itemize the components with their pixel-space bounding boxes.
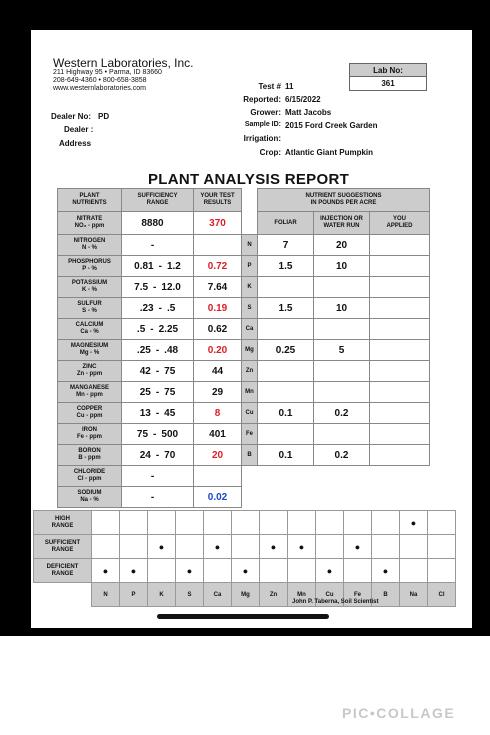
nutrient-unit: Zn - ppm [76,371,103,377]
range-column-label: S [176,583,204,607]
nutrient-label: NITROGEN [73,238,106,244]
range-column-label: Cl [428,583,456,607]
range-cell-K [148,559,176,583]
range-dash: - [153,281,157,293]
range-cell-Cu [316,535,344,559]
test-result: 7.64 [194,277,242,298]
range-low: 25 [139,386,151,398]
nutrient-label: SODIUM [77,490,102,496]
field-label: Irrigation: [243,134,281,143]
range-cell-B [372,559,400,583]
injection-value: 0.2 [314,403,370,424]
test-result [194,466,242,487]
nutrient-symbol: B [242,445,258,466]
nutrient-symbol: P [242,256,258,277]
report-title: PLANT ANALYSIS REPORT [148,171,350,188]
range-low: 0.81 [134,260,154,272]
nutrient-name [58,445,122,466]
applied-value [370,235,430,256]
range-cell-N [92,559,120,583]
sufficiency-range [122,298,194,319]
range-high: 1.2 [166,260,181,272]
injection-value: 10 [314,256,370,277]
range-column-label: Mg [232,583,260,607]
range-column-label: Zn [260,583,288,607]
table-row [58,298,430,319]
sufficiency-range [122,340,194,361]
range-low: .5 [136,323,146,335]
test-result: 0.72 [194,256,242,277]
level-dot: ● [102,565,109,576]
range-high: .48 [164,344,179,356]
nutrient-unit: S - % [82,308,97,314]
nutrient-unit: P - % [82,266,97,272]
nutrient-symbol: Zn [242,361,258,382]
nutrient-unit: Na - % [80,497,99,503]
sufficiency-range [122,277,194,298]
nutrient-label: NITRATE [76,216,103,222]
range-cell-N [92,511,120,535]
range-dash: - [150,323,154,335]
nutrient-unit: Ca - % [80,329,99,335]
nutrient-name [58,466,122,487]
range-cell-S [176,535,204,559]
nutrient-name [58,424,122,445]
field-value: 6/15/2022 [285,95,321,104]
nutrient-label: COPPER [76,406,103,412]
field-value: 2015 Ford Creek Garden [285,121,378,130]
test-result: 0.19 [194,298,242,319]
sufficiency-range [122,487,194,508]
test-result: 44 [194,361,242,382]
range-cell-Mg [232,559,260,583]
address-label: Address [59,139,92,148]
range-column-label: Mn [288,583,316,607]
test-results-header: YOUR TEST RESULTS [194,189,242,212]
range-high: 500 [161,428,179,440]
range-cell-Mg [232,535,260,559]
range-column-label: N [92,583,120,607]
foliar-value [258,382,314,403]
foliar-value: 1.5 [258,298,314,319]
range-low: 24 [139,449,151,461]
applied-value [370,256,430,277]
table-row [58,277,430,298]
range-high: 12.0 [161,281,181,293]
applied-value [370,424,430,445]
lab-phone: 208-649-4360 • 800-658-3858 [53,77,147,84]
range-row-deficient [34,559,456,583]
sufficiency-range [122,445,194,466]
applied-value [370,277,430,298]
range-dash: - [155,449,160,461]
applied-value [370,382,430,403]
nutrient-name [58,256,122,277]
range-column-label: K [148,583,176,607]
range-cell-P [120,535,148,559]
nutrient-symbol: Fe [242,424,258,445]
range-dash: - [158,302,162,314]
nutrient-label: PHOSPHORUS [68,259,111,265]
range-column-label: Cu [316,583,344,607]
nutrient-unit: Fe - ppm [77,434,102,440]
range-cell-Ca [204,511,232,535]
sufficiency-range [122,466,194,487]
nutrient-name [58,319,122,340]
foliar-value: 0.1 [258,445,314,466]
black-border-left [0,0,31,636]
range-row-label: HIGH RANGE [34,511,92,535]
nutrient-unit: N - % [82,245,97,251]
range-dash: - [158,260,162,272]
range-column-label: Fe [344,583,372,607]
black-border-bottom [0,628,490,636]
range-low: 7.5 [134,281,149,293]
sufficiency-range [122,319,194,340]
table-row [58,319,430,340]
foliar-value [258,319,314,340]
range-cell-B [372,535,400,559]
range-cell-Na [400,559,428,583]
foliar-header: FOLIAR [258,212,314,235]
nutrient-unit: K - % [82,287,97,293]
nutrient-symbol: K [242,277,258,298]
range-row-label: DEFICIENT RANGE [34,559,92,583]
nutrient-name [58,487,122,508]
range-cell-S [176,511,204,535]
sufficiency-range [122,235,194,256]
field-label: Grower: [250,108,281,117]
nutrient-label: IRON [82,427,97,433]
range-row-high [34,511,456,535]
range-high: 75 [164,386,176,398]
injection-value [314,277,370,298]
table-row [58,487,430,508]
nutrient-label: MAGNESIUM [70,343,109,349]
nutrient-label: CHLORIDE [73,469,106,475]
nutrient-unit: Mn - ppm [76,392,103,398]
nutrient-unit: B - ppm [78,455,101,461]
injection-value: 10 [314,298,370,319]
foliar-value: 7 [258,235,314,256]
range-cell-Fe [344,559,372,583]
sufficiency-range [122,256,194,277]
range-cell-Fe [344,511,372,535]
injection-value [314,382,370,403]
nutrient-label: ZINC [82,364,97,370]
test-result: 8 [194,403,242,424]
sufficiency-range [122,212,194,235]
applied-value [370,445,430,466]
nutrient-unit: NO₃ - ppm [74,223,105,229]
lab-number-label: Lab No: [350,64,426,77]
level-dot: ● [214,541,221,552]
nutrient-symbol: S [242,298,258,319]
nutrient-symbol: Mn [242,382,258,403]
range-cell-S [176,559,204,583]
nutrient-label: POTASSIUM [71,280,108,286]
foliar-value [258,424,314,445]
range-dash: - [155,407,160,419]
range-cell-K [148,511,176,535]
test-result: 0.02 [194,487,242,508]
range-column-labels [34,583,456,607]
level-dot: ● [354,541,361,552]
level-dot: ● [186,565,193,576]
table-row [58,445,430,466]
range-cell-Zn [260,535,288,559]
injection-value: 5 [314,340,370,361]
range-cell-N [92,535,120,559]
nutrient-label: SULFUR [77,301,102,307]
foliar-value: 1.5 [258,256,314,277]
sufficiency-range-header: SUFFICIENCY RANGE [122,189,194,212]
range-column-label: P [120,583,148,607]
field-label: Sample ID: [244,121,281,128]
table-row [58,466,430,487]
range-dash: - [155,344,160,356]
range-cell-Mn [288,535,316,559]
nutrient-name [58,361,122,382]
nutrient-name [58,340,122,361]
range-column-label: Na [400,583,428,607]
table-row [58,361,430,382]
scrollbar[interactable] [157,614,329,619]
field-label: Test # [258,82,281,91]
test-result: 370 [194,212,242,235]
range-chart [33,510,456,607]
range-high: .5 [166,302,176,314]
nutrient-symbol: Ca [242,319,258,340]
table-row [58,424,430,445]
injection-value [314,319,370,340]
table-row [58,403,430,424]
nutrient-suggestions-header: NUTRIENT SUGGESTIONS IN POUNDS PER ACRE [258,189,430,212]
table-row [58,212,430,235]
range-dash: - [155,365,160,377]
injection-value [314,424,370,445]
level-dot: ● [130,565,137,576]
field-value: 11 [285,82,294,91]
table-row [58,382,430,403]
applied-value [370,403,430,424]
foliar-value [258,277,314,298]
test-result: 0.20 [194,340,242,361]
nutrient-symbol: Cu [242,403,258,424]
level-dot: ● [158,541,165,552]
lab-number-box [349,63,427,91]
test-result [194,235,242,256]
field-label: Crop: [259,148,281,157]
injection-value: 0.2 [314,445,370,466]
nutrient-label: BORON [78,448,101,454]
nutrient-label: MANGANESE [69,385,109,391]
range-dash: - [155,386,160,398]
nutrient-symbol: Mg [242,340,258,361]
plant-nutrients-header: PLANT NUTRIENTS [58,189,122,212]
test-result: 29 [194,382,242,403]
foliar-value [258,361,314,382]
range-low: .25 [136,344,151,356]
range-cell-Cl [428,511,456,535]
range-cell-Fe [344,535,372,559]
table-row [58,235,430,256]
range-low: - [150,491,155,503]
range-cell-Cu [316,559,344,583]
range-cell-Na [400,511,428,535]
range-low: - [150,239,155,251]
range-cell-K [148,535,176,559]
range-column-label: B [372,583,400,607]
range-low: 8880 [141,217,164,229]
range-cell-Cl [428,535,456,559]
field-value: Atlantic Giant Pumpkin [285,148,374,157]
sufficiency-range [122,424,194,445]
nutrient-unit: Cl - ppm [77,476,102,482]
signature-line: John P. Taberna, Soil Scientist [292,599,379,605]
range-cell-Mn [288,511,316,535]
level-dot: ● [242,565,249,576]
injection-value: 20 [314,235,370,256]
nutrient-name [58,235,122,256]
nutrient-name [58,403,122,424]
lab-name: Western Laboratories, Inc. [53,56,194,70]
lab-number-value: 361 [381,79,395,88]
range-low: - [150,470,155,482]
test-result: 20 [194,445,242,466]
test-result: 401 [194,424,242,445]
nutrient-name [58,212,122,235]
foliar-value: 0.25 [258,340,314,361]
injection-value [314,361,370,382]
range-cell-Cu [316,511,344,535]
range-cell-Mg [232,511,260,535]
nutrient-unit: Cu - ppm [76,413,103,419]
sufficiency-range [122,403,194,424]
lab-address: 211 Highway 95 • Parma, ID 83660 [53,69,162,76]
range-cell-Na [400,535,428,559]
applied-value [370,340,430,361]
range-low: 42 [139,365,151,377]
nutrient-symbol: N [242,235,258,256]
black-border-top [0,0,490,30]
range-cell-P [120,559,148,583]
level-dot: ● [298,541,305,552]
range-low: .23 [139,302,154,314]
applied-header: YOU APPLIED [370,212,430,235]
test-result: 0.62 [194,319,242,340]
field-label: Reported: [243,95,281,104]
nutrient-table [57,188,430,508]
dealer-no-value: PD [98,112,110,121]
range-cell-Zn [260,511,288,535]
range-cell-P [120,511,148,535]
range-low: 75 [136,428,149,440]
injection-header: INJECTION OR WATER RUN [314,212,370,235]
nutrient-name [58,382,122,403]
level-dot: ● [270,541,277,552]
range-low: 13 [139,407,151,419]
sufficiency-range [122,361,194,382]
range-row-label: SUFFICIENT RANGE [34,535,92,559]
applied-value [370,298,430,319]
sufficiency-range [122,382,194,403]
range-cell-Cl [428,559,456,583]
level-dot: ● [382,565,389,576]
table-row [58,340,430,361]
range-cell-Mn [288,559,316,583]
nutrient-label: CALCIUM [75,322,104,328]
range-high: 75 [164,365,176,377]
dealer-no-label: Dealer No: [51,112,92,121]
black-border-right [472,0,490,636]
level-dot: ● [410,517,417,528]
range-column-label: Ca [204,583,232,607]
nutrient-unit: Mg - % [79,350,100,356]
range-cell-Ca [204,535,232,559]
range-dash: - [153,428,157,440]
applied-value [370,361,430,382]
watermark: PIC•COLLAGE [342,705,456,721]
range-row-sufficient [34,535,456,559]
range-high: 70 [164,449,176,461]
range-high: 45 [164,407,176,419]
range-high: 2.25 [158,323,179,335]
field-value: Matt Jacobs [285,108,332,117]
applied-value [370,319,430,340]
range-cell-B [372,511,400,535]
range-cell-Ca [204,559,232,583]
nutrient-name [58,298,122,319]
range-cell-Zn [260,559,288,583]
foliar-value: 0.1 [258,403,314,424]
dealer-label: Dealer : [64,125,94,134]
nutrient-name [58,277,122,298]
lab-website: www.westernlaboratories.com [53,85,146,92]
level-dot: ● [326,565,333,576]
table-row [58,256,430,277]
